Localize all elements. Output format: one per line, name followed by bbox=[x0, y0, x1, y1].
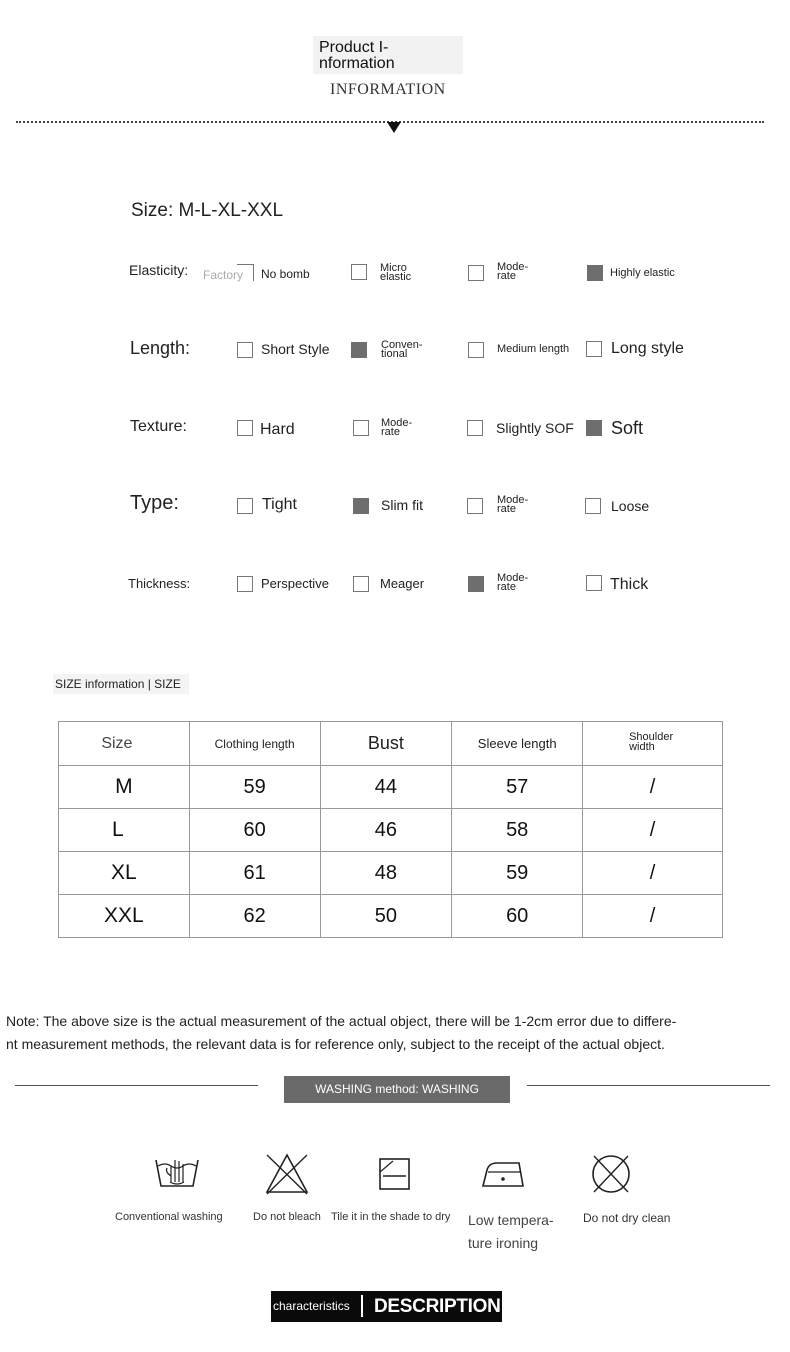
description-banner bbox=[271, 1291, 502, 1322]
option-label: Mode- rate bbox=[497, 261, 529, 282]
table-cell: 61 bbox=[189, 852, 320, 895]
wash-label: Tile it in the shade to dry bbox=[331, 1211, 451, 1223]
checkbox-checked[interactable] bbox=[353, 498, 369, 514]
option-label: Mode- rate bbox=[497, 572, 529, 593]
checkbox[interactable] bbox=[353, 420, 369, 436]
option-label: Soft bbox=[611, 418, 644, 438]
option-label: Mode- rate bbox=[381, 417, 413, 438]
size-table-heading: SIZE information | SIZE bbox=[53, 674, 189, 694]
texture-label: Texture: bbox=[130, 418, 187, 435]
option-label: Meager bbox=[380, 576, 425, 591]
measurement-note bbox=[6, 1010, 706, 1056]
header-cell: Clothing length bbox=[189, 722, 320, 766]
header-cell: Bust bbox=[320, 722, 452, 766]
checkbox[interactable] bbox=[237, 576, 253, 592]
checkbox-checked[interactable] bbox=[351, 342, 367, 358]
checkbox[interactable] bbox=[353, 576, 369, 592]
table-cell: 60 bbox=[452, 895, 583, 938]
checkbox[interactable] bbox=[468, 265, 484, 281]
divider-left bbox=[15, 1085, 258, 1086]
washing-heading: WASHING method: WASHING bbox=[284, 1076, 510, 1103]
table-cell: 62 bbox=[189, 895, 320, 938]
table-cell: L bbox=[59, 809, 190, 852]
checkbox[interactable] bbox=[237, 342, 253, 358]
size-range: Size: M-L-XL-XXL bbox=[131, 200, 284, 221]
checkbox-checked[interactable] bbox=[468, 576, 484, 592]
option-label: Perspective bbox=[261, 576, 329, 591]
no-dry-clean-icon bbox=[588, 1152, 636, 1198]
note-line: Note: The above size is the actual measurement of the actual object, there will be 1-2cm error due to differe- bbox=[6, 1013, 677, 1029]
no-bleach-icon bbox=[263, 1152, 311, 1198]
header-cell: Shoulder width bbox=[583, 722, 723, 766]
table-cell: XL bbox=[59, 852, 190, 895]
header-cell: Sleeve length bbox=[452, 722, 583, 766]
wash-label: Low tempera- ture ironing bbox=[468, 1212, 554, 1251]
table-cell: / bbox=[583, 895, 723, 938]
low-iron-icon bbox=[479, 1152, 527, 1198]
checkbox-checked[interactable] bbox=[587, 265, 603, 281]
factory-note: Factory bbox=[203, 268, 244, 282]
shade-dry-icon bbox=[371, 1152, 419, 1198]
checkbox[interactable] bbox=[585, 498, 601, 514]
option-label: Mode- rate bbox=[497, 494, 529, 515]
table-cell: 59 bbox=[452, 852, 583, 895]
table-cell: / bbox=[583, 852, 723, 895]
checkbox[interactable] bbox=[351, 264, 367, 280]
table-cell: 57 bbox=[452, 766, 583, 809]
type-label: Type: bbox=[130, 492, 179, 514]
wash-label: Conventional washing bbox=[115, 1211, 223, 1223]
thickness-label: Thickness: bbox=[128, 576, 191, 591]
option-label: Slightly SOF bbox=[496, 420, 574, 436]
option-label: Highly elastic bbox=[610, 267, 675, 279]
table-cell: 58 bbox=[452, 809, 583, 852]
table-cell: 44 bbox=[320, 766, 452, 809]
option-label: Micro elastic bbox=[380, 262, 412, 283]
table-cell: 48 bbox=[320, 852, 452, 895]
table-cell: / bbox=[583, 766, 723, 809]
wash-label: Do not dry clean bbox=[583, 1211, 671, 1225]
checkbox[interactable] bbox=[586, 575, 602, 591]
option-label: No bomb bbox=[261, 267, 310, 281]
checkbox[interactable] bbox=[237, 420, 253, 436]
page-subtitle: INFORMATION bbox=[330, 81, 446, 98]
checkbox-checked[interactable] bbox=[586, 420, 602, 436]
table-cell: / bbox=[583, 809, 723, 852]
table-header-row bbox=[59, 722, 723, 766]
header-cell: Size bbox=[59, 722, 190, 766]
option-label: Slim fit bbox=[381, 497, 423, 513]
size-table bbox=[58, 721, 723, 938]
option-label: Short Style bbox=[261, 341, 330, 357]
checkbox[interactable] bbox=[586, 341, 602, 357]
divider-right bbox=[527, 1085, 770, 1086]
wash-label: Do not bleach bbox=[253, 1211, 321, 1223]
option-label: Medium length bbox=[497, 343, 570, 355]
elasticity-label: Elasticity: bbox=[129, 262, 189, 278]
hand-wash-icon bbox=[153, 1152, 201, 1198]
option-label: Hard bbox=[260, 421, 295, 438]
table-row bbox=[59, 852, 723, 895]
option-label: Tight bbox=[262, 496, 297, 513]
banner-left-text: characteristics bbox=[273, 1299, 350, 1313]
checkbox[interactable] bbox=[467, 498, 483, 514]
banner-separator bbox=[361, 1295, 363, 1317]
page-title: Product I- nformation bbox=[319, 39, 395, 72]
checkbox[interactable] bbox=[237, 498, 253, 514]
table-cell: 50 bbox=[320, 895, 452, 938]
option-label: Conven- tional bbox=[381, 339, 423, 360]
option-label: Long style bbox=[611, 340, 684, 357]
table-cell: XXL bbox=[59, 895, 190, 938]
table-cell: 46 bbox=[320, 809, 452, 852]
checkbox-corner bbox=[237, 264, 254, 281]
option-label: Loose bbox=[611, 498, 650, 514]
table-row bbox=[59, 895, 723, 938]
checkbox[interactable] bbox=[467, 420, 483, 436]
banner-right-text: DESCRIPTION bbox=[374, 1296, 501, 1317]
table-row bbox=[59, 809, 723, 852]
table-cell: 60 bbox=[189, 809, 320, 852]
down-triangle-icon bbox=[387, 122, 401, 133]
option-label: Thick bbox=[610, 576, 649, 593]
table-row bbox=[59, 766, 723, 809]
table-cell: M bbox=[59, 766, 190, 809]
length-label: Length: bbox=[130, 338, 191, 358]
note-line: nt measurement methods, the relevant data is for reference only, subject to the receipt of the actual object. bbox=[6, 1036, 665, 1052]
table-cell: 59 bbox=[189, 766, 320, 809]
checkbox[interactable] bbox=[468, 342, 484, 358]
